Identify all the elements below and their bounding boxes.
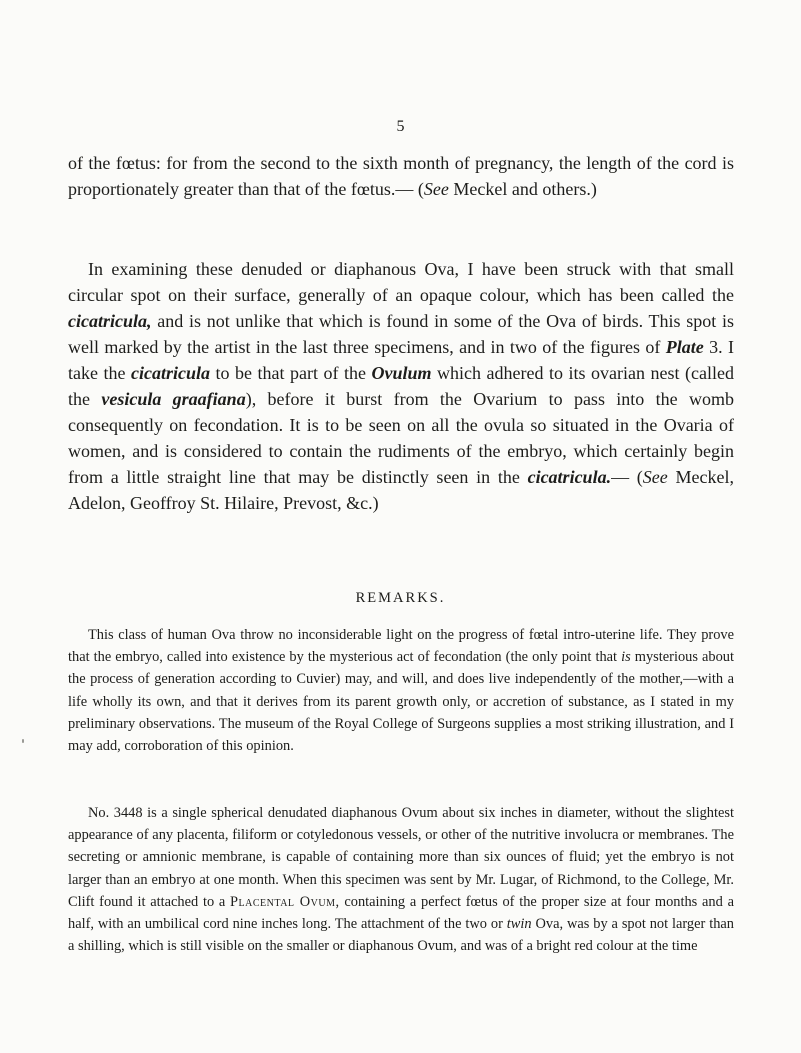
term-vesicula: vesicula graafiana — [101, 389, 246, 409]
text-run: mysterious about the process of generation according to Cuvier) may, and will, and does live independently of the mother,—with a life wholly its own, and that it derives from its parent growth only, or accretion of substance, as I stated in my preliminary observations. The museum of the Royal College of Surgeons supplies a most striking illustration, and I may add, corroboration of this opinion. — [68, 649, 734, 755]
text-run: 3. I take the — [68, 337, 734, 383]
italic-is: is — [621, 649, 631, 666]
text-run: Ova, was by a spot not larger than a shilling, which is still visible on the smaller or diaphanous Ovum, and was of a bright red colour at the time — [68, 916, 734, 955]
term-placental-ovum: Placental Ovum, — [230, 893, 340, 910]
paragraph-1 — [68, 150, 734, 202]
remarks-paragraph-1 — [68, 624, 734, 757]
term-plate: Plate — [665, 337, 704, 357]
text-run: This class of human Ova throw no inconsiderable light on the progress of fœtal intro-uterine life. They prove that the embryo, called into existence by the mysterious act of fecondation (the only point that — [68, 627, 734, 666]
text-run: to be that part of the — [210, 363, 372, 383]
text-run: containing a perfect fœtus of the proper size at four months and a half, with an umbilical cord nine inches long. The attachment of the two or — [68, 893, 734, 933]
text-run: In examining these denuded or diaphanous Ova, I have been struck with that small circular spot on their surface, generally of an opaque colour, which has been called the — [68, 259, 734, 305]
italic-see: See — [642, 467, 668, 487]
italic-see: See — [423, 179, 449, 199]
text-run: and is not unlike that which is found in some of the Ova of birds. This spot is well marked by the artist in the last three specimens, and in two of the figures of — [68, 311, 734, 357]
text-run: ), before it burst from the Ovarium to pass into the womb consequently on fecondation. It is to be seen on all the ovula so situated in the Ovaria of women, and is considered to contain the rudiments of the embryo, which certainly begin from a little straight line that may be distinctly seen in the — [68, 389, 734, 487]
italic-twin: twin — [506, 916, 532, 933]
page-speck — [22, 739, 24, 743]
paragraph-2 — [68, 256, 734, 516]
text-run: — ( — [611, 467, 643, 487]
term-ovulum: Ovulum — [371, 363, 432, 383]
remarks-heading: REMARKS. — [355, 590, 446, 606]
text-run: which adhered to its ovarian nest (called the — [68, 363, 734, 409]
text-run: Meckel, Adelon, Geoffroy St. Hilaire, Prevost, &c.) — [68, 467, 734, 513]
term-cicatricula: cicatricula. — [527, 467, 612, 487]
text-run: of the fœtus: for from the second to the sixth month of pregnancy, the length of the cord is proportionately greater than that of the fœtus.— ( — [68, 153, 734, 199]
term-cicatricula: cicatricula — [131, 363, 210, 383]
text-run: Meckel and others.) — [448, 179, 597, 199]
text-run: No. 3448 is a single spherical denudated diaphanous Ovum about six inches in diameter, without the slightest appearance of any placenta, filiform or cotyledonous vessels, or other of the nutritive involucra or membranes. The secreting or amnionic membrane, is capable of containing more than six ounces of fluid; yet the embryo is not larger than an embryo at one month. When this specimen was sent by Mr. Lugar, of Richmond, to the College, Mr. Clift found it attached to a — [68, 805, 734, 910]
term-cicatricula: cicatricula, — [68, 311, 152, 331]
page-number: 5 — [396, 118, 405, 135]
remarks-paragraph-2 — [68, 802, 734, 957]
